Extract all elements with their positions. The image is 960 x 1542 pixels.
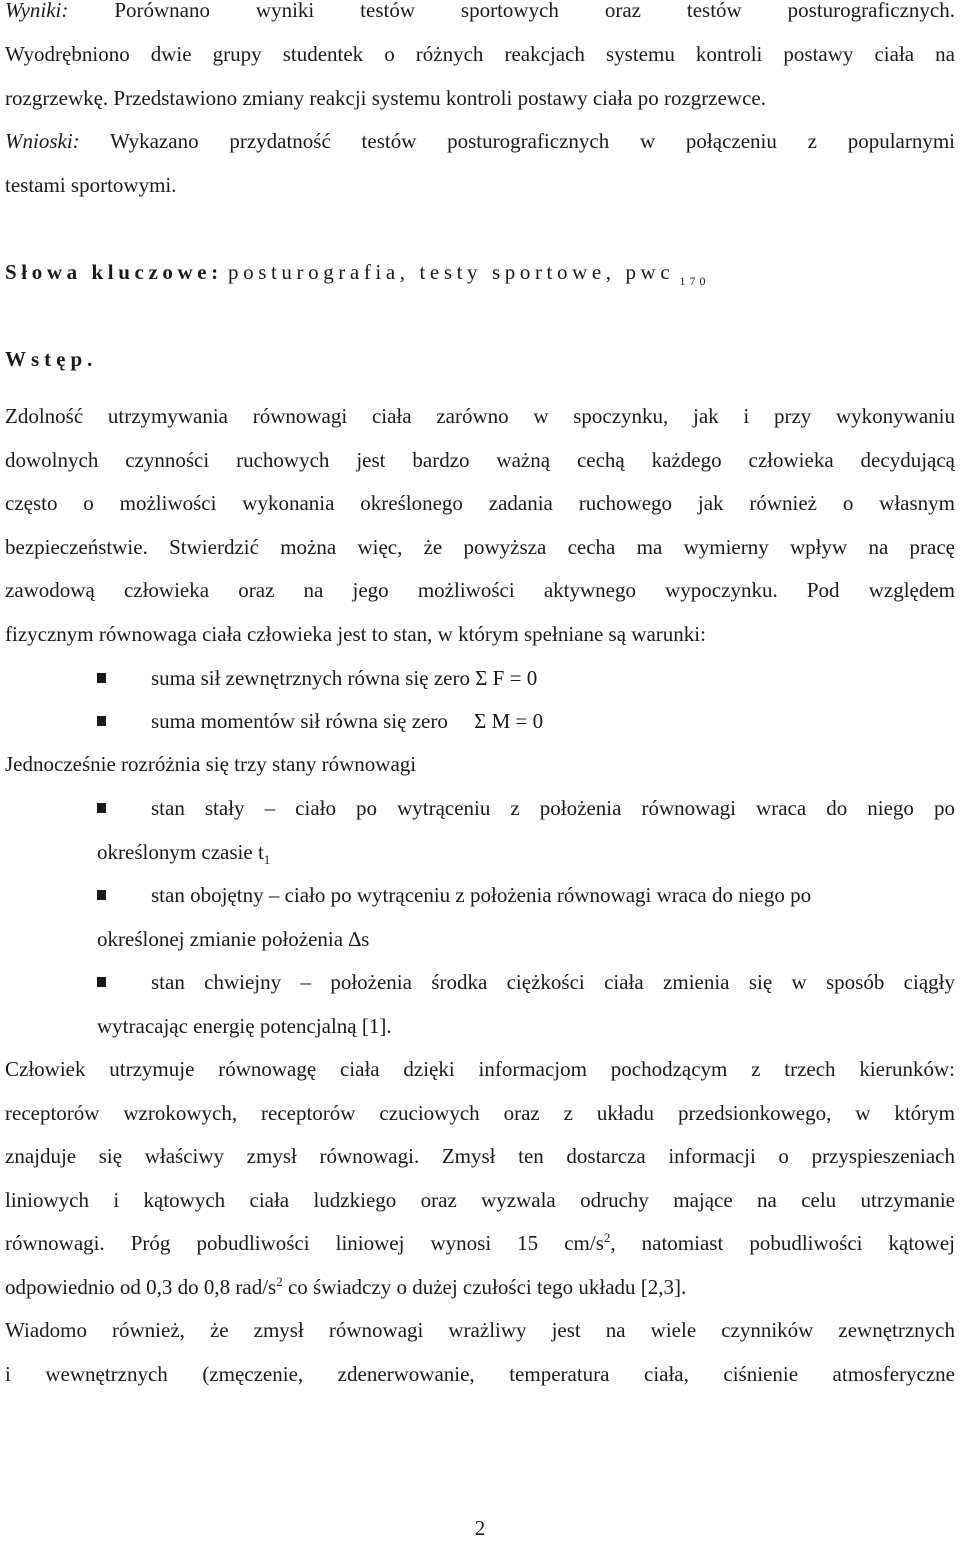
state-1-line-2	[97, 838, 955, 866]
intro-line-3: często o możliwości wykonania określonego zadania ruchowego jak również o własnym	[5, 491, 955, 515]
keywords-line	[5, 258, 955, 289]
state-3-line-1: stan chwiejny – położenia środka ciężkości ciała zmienia się w sposób ciągły	[151, 970, 955, 994]
para2-text-6b: co świadczy o dużej czułości tego układu [2,3].	[282, 1275, 687, 1299]
para2-text-6a: odpowiednio od 0,3 do 0,8 rad/s	[5, 1275, 277, 1299]
para2-line-4: liniowych i kątowych ciała ludzkiego oraz wyzwala odruchy mające na celu utrzymanie	[5, 1188, 955, 1212]
state-2-line-2: określonej zmianie położenia ∆s	[97, 927, 370, 951]
bullet-icon	[97, 890, 106, 900]
para3-line-1: Wiadomo również, że zmysł równowagi wrażliwy jest na wiele czynników zewnętrznych	[5, 1318, 955, 1342]
bullet-icon	[97, 803, 106, 813]
state-2-line-1: stan obojętny – ciało po wytrąceniu z położenia równowagi wraca do niego po	[151, 883, 812, 907]
state-1-text-2: określonym czasie t	[97, 840, 264, 864]
para2-line-6	[5, 1273, 955, 1301]
state-1-line-1: stan stały – ciało po wytrąceniu z położenia równowagi wraca do niego po	[151, 796, 955, 820]
para3-line-2: i wewnętrznych (zmęczenie, zdenerwowanie, temperatura ciała, ciśnienie atmosferyczne	[5, 1362, 955, 1386]
keywords-subscript: 170	[679, 274, 710, 288]
results-line-3: rozgrzewkę. Przedstawiono zmiany reakcji systemu kontroli postawy ciała po rozgrzewce.	[5, 86, 766, 110]
results-line-1	[5, 0, 955, 24]
intro-line-5: zawodową człowieka oraz na jego możliwości aktywnego wypoczynku. Pod względem	[5, 578, 955, 602]
para2-superscript-5: 2	[603, 1230, 611, 1245]
intro-line-1: Zdolność utrzymywania równowagi ciała zarówno w spoczynku, jak i przy wykonywaniu	[5, 404, 955, 428]
page-number: 2	[474, 1516, 486, 1540]
state-1-subscript: 1	[263, 852, 271, 868]
state-3-line-2: wytracając energię potencjalną [1].	[97, 1014, 392, 1038]
bullet-icon	[97, 977, 106, 987]
section-heading: Wstęp.	[5, 347, 98, 371]
results-line-2: Wyodrębniono dwie grupy studentek o różnych reakcjach systemu kontroli postawy ciała na	[5, 42, 955, 66]
conclusions-text-1: Wykazano przydatność testów posturograficznych w połączeniu z popularnymi	[110, 129, 956, 153]
para2-line-1: Człowiek utrzymuje równowagę ciała dzięki informacjom pochodzącym z trzech kierunków:	[5, 1057, 955, 1081]
intro-line-4: bezpieczeństwie. Stwierdzić można więc, że powyższa cecha ma wymierny wpływ na pracę	[5, 535, 955, 559]
states-intro: Jednocześnie rozróżnia się trzy stany równowagi	[5, 752, 417, 776]
keywords-text: posturografia, testy sportowe, pwc	[228, 260, 675, 284]
para2-superscript-6: 2	[276, 1274, 283, 1289]
para2-text-5b: , natomiast pobudliwości kątowej	[610, 1231, 955, 1255]
keywords-label: Słowa kluczowe:	[5, 260, 223, 284]
condition-item-2: suma momentów sił równa się zero Σ M = 0	[151, 709, 544, 733]
conclusions-label: Wnioski:	[5, 129, 80, 153]
conclusions-line-1	[5, 127, 955, 155]
results-text-1: Porównano wyniki testów sportowych oraz testów posturograficznych.	[114, 0, 956, 22]
para2-text-5a: równowagi. Próg pobudliwości liniowej wynosi 15 cm/s	[5, 1231, 604, 1255]
intro-line-2: dowolnych czynności ruchowych jest bardzo ważną cechą każdego człowieka decydującą	[5, 448, 955, 472]
intro-line-6: fizycznym równowaga ciała człowieka jest to stan, w którym spełniane są warunki:	[5, 622, 706, 646]
para2-line-2: receptorów wzrokowych, receptorów czuciowych oraz z układu przedsionkowego, w którym	[5, 1101, 955, 1125]
results-label: Wyniki:	[5, 0, 69, 22]
bullet-icon	[97, 673, 106, 683]
para2-line-5	[5, 1229, 955, 1257]
para2-line-3: znajduje się właściwy zmysł równowagi. Zmysł ten dostarcza informacji o przyspieszeniach	[5, 1144, 955, 1168]
bullet-icon	[97, 716, 106, 726]
conclusions-line-2: testami sportowymi.	[5, 173, 177, 197]
condition-item-1: suma sił zewnętrznych równa się zero Σ F = 0	[151, 666, 538, 690]
